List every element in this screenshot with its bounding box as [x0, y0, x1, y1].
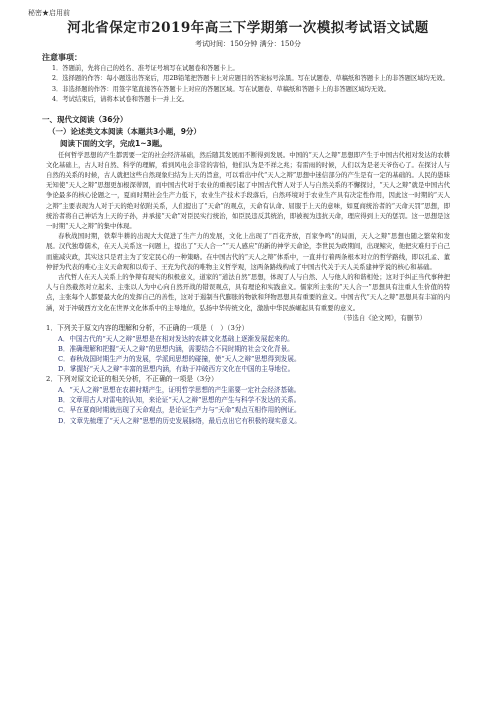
question-option: B．文章用古人对雷电的认知，来论证“天人之辩”思想的产生与科学不发达的关系。 — [58, 396, 301, 405]
question-option: D．掌握好“天人之辩”丰富的思想内涵，有助于冲破西方文化在中国的主导地位。 — [58, 365, 295, 374]
question-option: A．“天人之辩”思想在农耕时期产生，证明哲学思想的产生需要一定社会经济基础。 — [58, 386, 301, 395]
question-option: D．文章先梳理了“天人之辩”思想的历史发展脉络，最后点出它有积极的现实意义。 — [58, 416, 301, 425]
passage-source: （节选自《论文网》，有删节） — [339, 313, 426, 322]
note-item: 1．答题前，先将自己的姓名、准考证号填写在试题卷和答题卡上。 — [52, 65, 239, 72]
question-option: C．春秋战国时期生产力的发展，学派间思想的碰撞，使“天人之辩”思想得到发展。 — [58, 355, 301, 364]
question-stem: 1．下列关于原文内容的理解和分析，不正确的一项是（ ）（3分） — [46, 324, 249, 333]
exam-title: 河北省保定市2019年高三下学期第一次模拟考试语文试题 — [67, 20, 429, 36]
subsection-heading: （一）论述类文本阅读（本题共3小题，9分） — [48, 126, 201, 136]
note-item: 3．非选择题的作答：用签字笔直接答在答题卡上对应的答题区域。写在试题卷、草稿纸和答题卡上的非答题区域均无效。 — [52, 85, 390, 93]
exam-subtitle: 考试时间：150分钟 满分：150分 — [195, 40, 301, 48]
passage-paragraph: 古代哲人在天人关系上的争辩有现实的积极意义，道家的“道法自然”思想，体现了人与自然、人与他人的和谐相处；这对于纠正当代事种把人与自然截然对立起来、主张以人为中心向自然开战的错误观点，具有理论和实践意义。儒家所主张的“天人合一”思想具有注重人生价值的特点，主张每个人都要最大化的发挥自己的善性，这对于遏制当代膨胀的物欲和拜物思想具有重要的意义。中国古代“天人之辩”思想具有丰富的内涵，对于冲破西方文化在世界文化体系中的主导地位，弘扬中华传统文化，激励中华民族崛起具有重要的意义。 — [46, 273, 450, 312]
reading-instruction: 阅读下面的文字，完成1~3题。 — [60, 138, 167, 148]
notes-heading: 注意事项： — [42, 53, 82, 62]
question-option: C．早在夏商时期就出现了天命观点，是论证生产力与“天命”观点互相作用的例证。 — [58, 406, 301, 415]
secret-tag: 秘密★启用前 — [28, 9, 70, 17]
passage-paragraph: 春秋战国时期，铁犁牛耕的出现大大促进了生产力的发展，文化上出现了“百花齐放，百家争鸣”的局面，天人之辩”思想也随之繁荣和发展。汉代独尊儒术，在天人关系这一问题上，提出了“天人合一”“天人感应”的新的神学天命论，李世民为政期间，出现鲸灾，他把灾难归于自己而施减灾政，其实这只是君主为了安定民心的一种策略。在中国古代的“天人之辩”体系中，一直并行着两条根本对立的哲学路线，即以孔孟、董仲舒为代表的唯心主义天命观和以荀子、王充为代表的唯物主义哲学观，这两条路线构成了中国古代关于天人关系建神学说的核心和基础。 — [46, 232, 450, 271]
note-item: 4．考试结束后，请将本试卷和答题卡一并上交。 — [52, 96, 189, 104]
passage-paragraph: 任何哲学思想的产生都需要一定的社会经济基础，然后随其发展而不断得到发展。中国的“天人之辩”思想即产生于中国古代相对发达的农耕文化基础上，古人对自然、科学的理解，看到风电会非常的害怕，他们认为是不祥之兆；有雷雨的时候，人们以为是老天爷伤心了。在探讨人与自然的关系的时候，古人就把这些自然现象归结为上天的旨意，可以看出中代“天人之辩”思想中迷信部分的产生是有一定的基础的。人民的愚昧无知使“天人之辩”思想更加根深蒂固，而中国古代对于农业的重视引起了中国古代哲人对于人与自然关系的不懈探讨，“天人之辩”就是中国古代争论最多的核心论题之一，夏商时期社会生产力低下，农业生产技术手段落后，自然环境对于农业生产具有决定性作用，因此这一时期的“天人之辩”主要表现为人对于天的绝对依附关系，人们提出了“天命”的观点，天命有认命、屈服于上天的意味，如夏商统治者的“天命天罚”思想，即统治者将自己神话为上天的子孙，并承接“天命”对臣民实行统治，如臣民违反其统治，即被视为违抗天命，理应得到上天的惩罚。这一思想是这一时期“天人之辩”的集中体现。 — [46, 150, 450, 231]
question-stem: 2．下列对原文论证的相关分析，不正确的一项是（3分） — [46, 375, 218, 384]
note-item: 2．选择题的作答：每小题选出答案后，用2B铅笔把答题卡上对应题目的答案标号涂黑。写在试题卷、草稿纸和答题卡上的非答题区域均无效。 — [52, 75, 449, 83]
question-option: B．准确理解和把握“天人之辩”的思想内涵，需要结合不同时期的社会文化背景。 — [58, 344, 294, 353]
section-heading: 一、现代文阅读（36分） — [42, 114, 128, 124]
question-option: A．中国古代的“天人之辩”思想是在相对发达的农耕文化基础上逐渐发展起来的。 — [58, 334, 294, 343]
